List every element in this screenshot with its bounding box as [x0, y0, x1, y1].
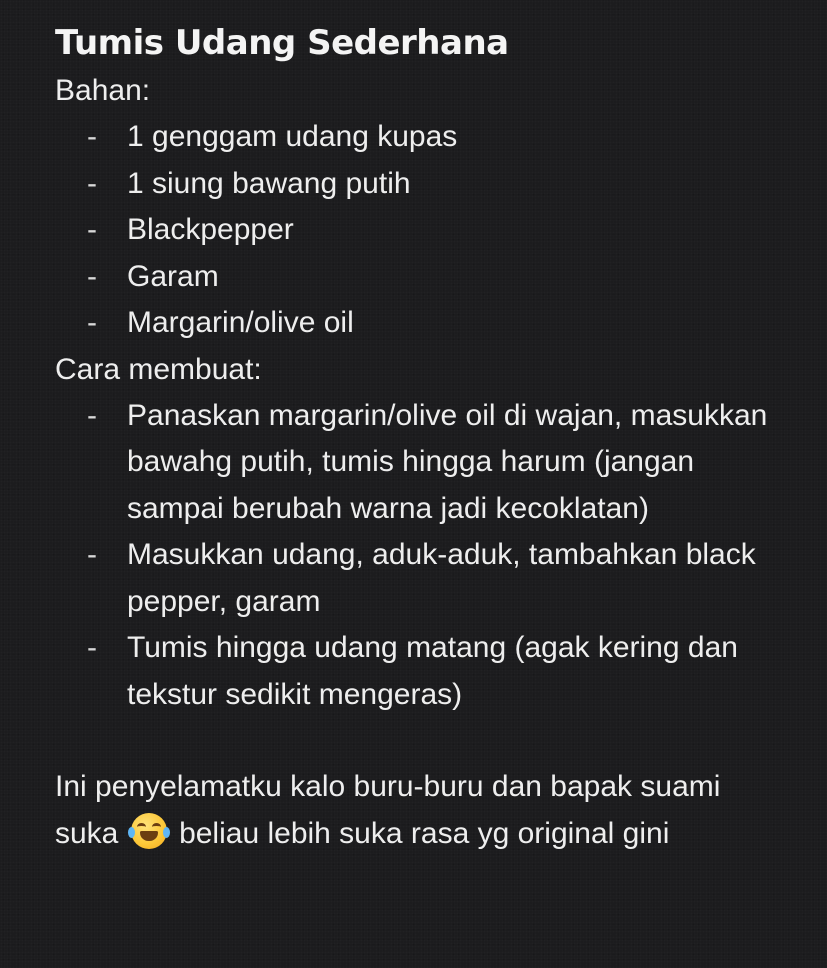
dash-bullet: - — [87, 213, 97, 246]
dash-bullet: - — [87, 259, 97, 293]
step-text: Masukkan udang, aduk-aduk, tambahkan black pepper, garam — [127, 538, 756, 618]
steps-heading: Cara membuat: — [55, 352, 262, 386]
blank-line — [55, 718, 775, 764]
closing-text: Ini penyelamatku kalo buru-buru dan bapak suami suka — [55, 770, 721, 850]
dash-bullet: - — [87, 538, 97, 571]
dash-bullet: - — [87, 398, 97, 432]
note-title: Tumis Udang Sederhana — [55, 23, 509, 63]
step-text: Tumis hingga udang matang (agak kering dan tekstur sedikit mengeras) — [127, 631, 738, 711]
list-item — [55, 254, 775, 301]
list-item — [55, 300, 775, 347]
list-item — [55, 114, 775, 161]
dash-bullet: - — [87, 631, 97, 664]
ingredient-text: Blackpepper — [127, 213, 294, 246]
step-text: Panaskan margarin/olive oil di wajan, masukkan bawahg putih, tumis hingga harum (jangan sampai berubah warna jadi kecoklatan) — [127, 398, 768, 525]
list-item — [55, 161, 775, 208]
dash-bullet: - — [87, 166, 97, 200]
dash-bullet: - — [87, 120, 97, 153]
list-item — [55, 207, 775, 254]
ingredients-heading: Bahan: — [55, 74, 151, 107]
ingredient-text: 1 genggam udang kupas — [127, 120, 458, 153]
dash-bullet: - — [87, 306, 97, 339]
note-body[interactable] — [55, 18, 775, 857]
ingredient-text: Garam — [127, 259, 219, 293]
closing-paragraph — [55, 764, 775, 857]
steps-list — [55, 393, 775, 719]
list-item — [55, 532, 775, 625]
ingredient-text: Margarin/olive oil — [127, 306, 354, 339]
face-with-tears-of-joy-icon — [131, 813, 167, 849]
closing-text-continued: beliau lebih suka rasa yg original gini — [179, 816, 670, 850]
ingredient-text: 1 siung bawang putih — [127, 166, 411, 200]
ingredients-list — [55, 114, 775, 347]
list-item — [55, 393, 775, 533]
list-item — [55, 625, 775, 718]
